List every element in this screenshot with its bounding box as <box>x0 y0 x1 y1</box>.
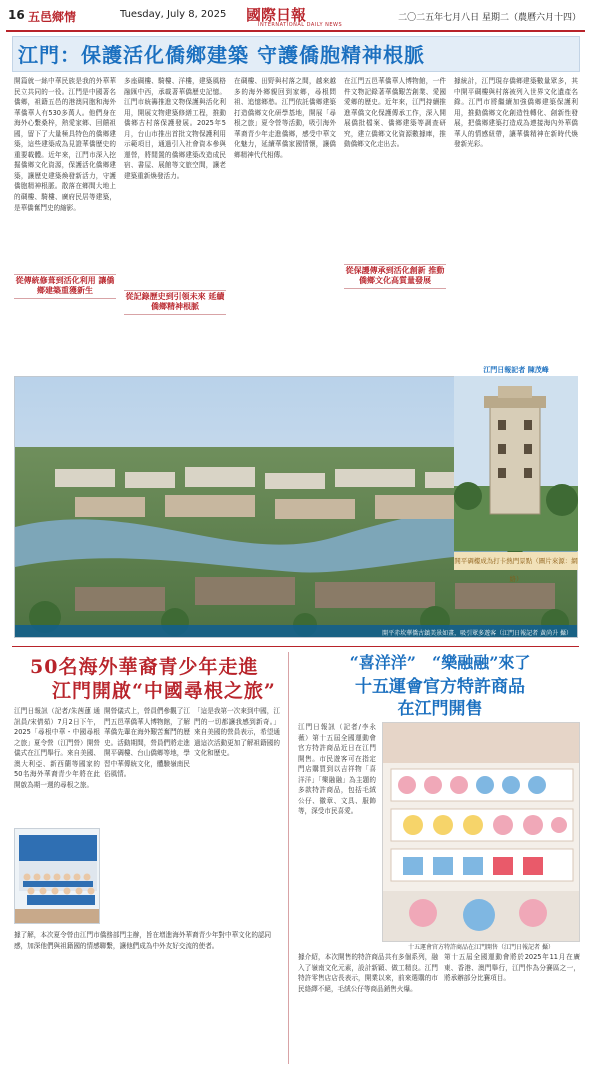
newspaper-logo: 國際日報 <box>246 6 307 24</box>
article3-body3: 第十五屆全國運動會將於2025年11月在廣東、香港、澳門舉行，江門作為分賽區之一，將承辦部分比賽項目。 <box>444 953 580 983</box>
merchandise-photo-caption: 十五運會官方特許商品在江門開售（江門日報記者 攝） <box>408 944 554 951</box>
merchandise-photo-illustration <box>383 723 580 942</box>
article2-body2: 開營儀式上，營員們參觀了江門五邑華僑華人博物館，了解華僑先輩在海外艱苦奮鬥的歷史。活動期間，營員們將走進開平碉樓、台山僑鄉等地，學習中華傳統文化，體驗嶺南民俗風情。 <box>104 707 190 779</box>
column-divider <box>288 652 289 1064</box>
article2-column-3 <box>194 706 280 906</box>
article2-column-1 <box>14 706 100 826</box>
panorama-photo-caption: 開平赤坎華僑古鎮美景如畫，吸引眾多遊客（江門日報記者 黃尚升 攝） <box>382 630 572 637</box>
article1-subheading-1: 從傳統修葺到活化利用 讓僑鄉建築重獲新生 <box>14 274 116 299</box>
article2-continuation <box>14 930 280 1064</box>
article1-col3-text: 在碉樓、田野與村落之間，越來越多的海外鄉親回到家鄉，尋根問祖、追憶鄉愁。江門依託僑鄉建築打造僑鄉文化研學基地，開展「尋根之旅」夏令營等活動，吸引海外華裔青少年走進僑鄉，感受中華文化魅力，延續華僑家國情懷，讓僑鄉精神代代相傳。 <box>234 77 336 159</box>
article3-headline-line2: 十五運會官方特許商品 <box>355 677 525 697</box>
article3-column-1 <box>298 722 376 940</box>
article1-col1-text: 開篇就一絲中華民族是我的外華華民立共同的一役。江門是中國著名僑鄉，祖籍五邑的港澳同胞和海外華僑華人有530多萬人。他們身在海外心繫桑梓，熱愛家鄉、回饋祖國，留下了大量極具特色的僑鄉建築，這些建築成為見證華僑歷史的重要載體。近年來，江門市深入挖掘僑鄉文化資源，保護活化僑鄉建築，讓歷史建築煥發新活力，守護僑胞精神根脈。散落在鄉間大地上的碉樓、騎樓、廣府民居等建築，是華僑奮鬥史的縮影。 <box>14 77 116 212</box>
header-rule <box>6 30 585 32</box>
article3-column-3 <box>444 952 580 1064</box>
merchandise-photo <box>382 722 580 942</box>
page-header <box>0 0 591 36</box>
article2-column-2 <box>104 706 190 906</box>
article3-column-2 <box>298 952 438 1064</box>
article3-headline-line3: 在江門開售 <box>397 699 483 719</box>
article2-body1: 江門日報訊（記者/朱茜蓮 通訊員/宋倩茹）7月2日下午，2025「尋根中華・中國尋根之旅」夏令營（江門營）開營儀式在江門舉行。來自美國、澳大利亞、新西蘭等國家的50名海外華裔青少年將在此開啟為期一週的尋根之旅。 <box>14 707 100 789</box>
article3-headline-line1: “喜洋洋” “樂融融”來了 <box>349 653 531 672</box>
article1-col2-text: 多座碉樓、騎樓、洋樓，建築風格融匯中西，承載著華僑歷史記憶。江門市統籌推進文物保護與活化利用，開展文物建築修繕工程，推動僑鄉古村落保護發展。2025年5月，台山市推出首批文物保護利用示範項目，通過引入社會資本參與運營，將閒置的僑鄉建築改造成民宿、書屋、展館等文旅空間，讓老建築重新煥發活力。 <box>124 77 226 180</box>
article1-col4-text: 在江門五邑華僑華人博物館，一件件文物記錄著華僑艱苦創業、愛國愛鄉的歷史。近年來，江門持續推進華僑文化保護傳承工作，深入開展僑批檔案、僑鄉建築等調查研究，建立僑鄉文化資源數據庫，推動僑鄉文化走出去。 <box>344 77 446 149</box>
article2-body4: 據了解，本次夏令營由江門市僑務部門主辦，旨在增進海外華裔青少年對中華文化的認同感，加深他們與祖籍國的情感聯繫，讓他們成為中外友好交流的使者。 <box>14 931 272 950</box>
article3-body2: 據介紹，本次開售的特許商品共有多個系列，融入了嶺南文化元素，設計新穎、做工精良。江門特許零售店店長表示，開業以來，前來選購的市民絡繹不絕，毛絨公仔等商品銷售火爆。 <box>298 953 438 993</box>
article1-reporter-credit: 江門日報記者 陳茂峰 <box>483 366 549 374</box>
date-chinese: 二〇二五年七月八日 星期二（農曆六月十四） <box>398 13 581 23</box>
article2-headline-line2: 江門開啟“中國尋根之旅” <box>52 680 276 702</box>
date-english: Tuesday, July 8, 2025 <box>120 9 227 20</box>
article1-subheading-3: 從保護傳承到活化創新 推動僑鄉文化高質量發展 <box>344 264 446 289</box>
article1-col5-text: 據統計，江門現存僑鄉建築數量眾多，其中開平碉樓與村落被列入世界文化遺產名錄。江門市將繼續加強僑鄉建築保護利用，推動僑鄉文化創造性轉化、創新性發展，把僑鄉建築打造成為連接海內外華僑華人的情感紐帶，讓華僑精神在新時代煥發新光彩。 <box>454 77 578 149</box>
tower-photo <box>454 376 578 551</box>
newspaper-logo-sub: INTERNATIONAL DAILY NEWS <box>258 22 343 28</box>
article1-subheading-2: 從記錄歷史到引領未來 延續僑鄉精神根脈 <box>124 290 226 315</box>
article2-headline-line1: 50名海外華裔青少年走進 <box>30 656 259 678</box>
group-photo-illustration <box>15 829 100 924</box>
section-divider <box>12 646 579 647</box>
section-name: 五邑鄉情 <box>28 10 77 24</box>
page-number: 16 <box>8 8 25 22</box>
group-photo <box>14 828 100 924</box>
article2-body3: 「這是我第一次來到中國，江門的一切都讓我感到新奇。」來自美國的營員表示，希望通過這次活動更加了解祖籍國的文化和歷史。 <box>194 707 280 758</box>
article3-body1: 江門日報訊（記者/李永薇）第十五屆全國運動會官方特許商品近日在江門開售。市民遊客可在指定門店購買到以吉祥物「喜洋洋」「樂融融」為主題的多款特許商品，包括毛絨公仔、徽章、文具、服飾等，深受市民喜愛。 <box>298 723 376 816</box>
tower-photo-caption: 開平碉樓成為打卡熱門景點（圖片來源：網絡） <box>454 552 578 570</box>
banner-title: 江門：保護活化僑鄉建築 守護僑胞精神根脈 <box>18 43 425 67</box>
tower-photo-illustration <box>454 376 578 551</box>
